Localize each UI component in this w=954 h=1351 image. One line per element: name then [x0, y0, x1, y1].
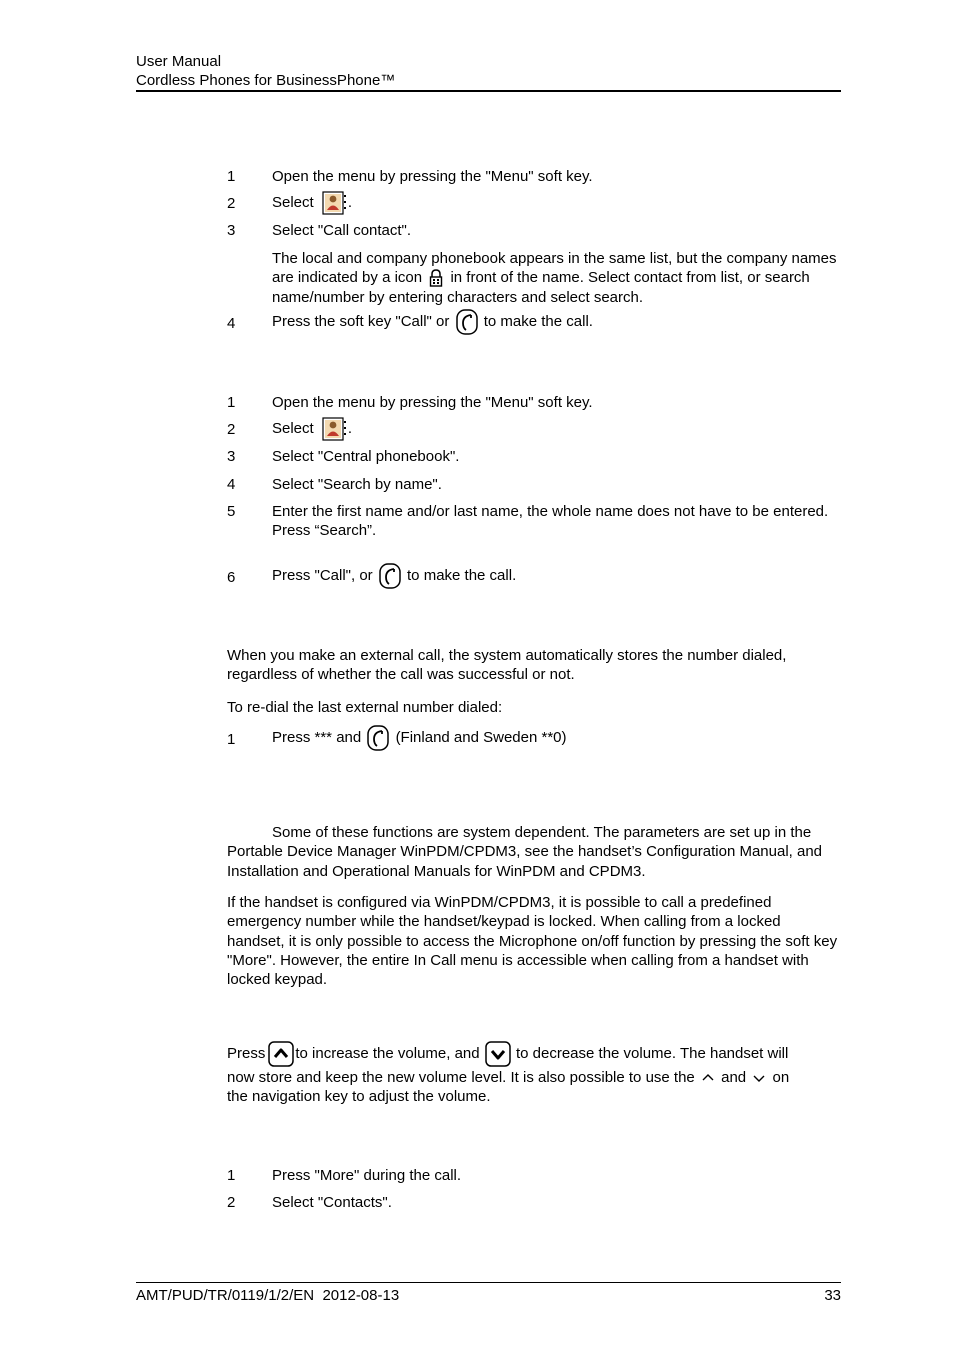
step-number: 2	[227, 195, 236, 212]
step-text	[272, 416, 352, 442]
emergency-paragraph: If the handset is configured via WinPDM/CPDM3, it is possible to call a predefined emergency number while the handset/keypad is locked. When calling from a locked handset, it is only possible to access the Microphone on/off function by pressing the soft key "More". However, the entire In Call menu is accessible when calling from a handset with locked keypad.	[227, 894, 838, 989]
footer-doc-id: AMT/PUD/TR/0119/1/2/EN 2012-08-13	[136, 1287, 400, 1304]
step-text-pre: Press the soft key "Call" or	[272, 313, 450, 330]
step-number: 2	[227, 421, 236, 438]
contacts-book-icon	[322, 417, 348, 441]
step-text: Select "Search by name".	[272, 476, 442, 493]
call-key-icon	[367, 725, 389, 751]
call-key-icon	[456, 309, 478, 335]
redial-paragraph: When you make an external call, the system automatically stores the number dialed, regardless of whether the call was successful or not.	[227, 647, 787, 684]
volume-and: and	[721, 1069, 747, 1086]
emergency-note: Some of these functions are system dependent. The parameters are set up in the Portable Device Manager WinPDM/CPDM3, see the handset’s Configuration Manual, and Installation and Operational Manuals for WinPDM and CPDM3.	[227, 824, 823, 880]
step-text-post: .	[347, 420, 353, 437]
step-text-pre: Press *** and	[272, 729, 362, 746]
step-text	[272, 190, 352, 216]
step-text-line: Press “Search”.	[272, 522, 377, 540]
step-number: 3	[227, 448, 236, 465]
phonebook-note	[272, 249, 842, 307]
call-key-icon	[379, 563, 401, 589]
volume-press: Press	[227, 1045, 266, 1062]
step-number: 4	[227, 476, 236, 493]
volume-line-2	[227, 1068, 842, 1087]
step-text	[272, 724, 567, 752]
step-text: Select "Call contact".	[272, 222, 412, 239]
step-text	[272, 502, 832, 541]
note-text-post: in front of the name. Select contact from list, or search name/number by entering characters and select search.	[272, 269, 810, 306]
step-text-post: to make the call.	[483, 313, 593, 330]
step-text	[272, 562, 516, 590]
step-number: 3	[227, 222, 236, 239]
step-text-post: .	[347, 194, 353, 211]
footer-rule	[136, 1282, 841, 1283]
nav-up-arrow-icon	[702, 1073, 714, 1083]
redial-intro: To re-dial the last external number dialed:	[227, 699, 503, 716]
volume-down-key-icon	[485, 1041, 511, 1067]
header-title: User Manual	[136, 53, 222, 70]
step-text-line: Enter the first name and/or last name, the whole name does not have to be entered.	[272, 503, 829, 520]
header-rule	[136, 90, 841, 92]
step-text: Select "Contacts".	[272, 1194, 392, 1211]
step-number: 1	[227, 394, 236, 411]
company-lock-icon	[429, 269, 443, 287]
step-text: Press "More" during the call.	[272, 1167, 462, 1184]
volume-decrease: to decrease the volume. The handset will	[515, 1045, 789, 1062]
volume-up-key-icon	[268, 1041, 294, 1067]
step-text: Open the menu by pressing the "Menu" soft key.	[272, 394, 593, 411]
step-text: Select "Central phonebook".	[272, 448, 460, 465]
step-text	[272, 308, 593, 336]
step-number: 1	[227, 1167, 236, 1184]
volume-line2-text: now store and keep the new volume level. It is also possible to use the	[227, 1069, 695, 1086]
step-text-post: (Finland and Sweden **0)	[395, 729, 567, 746]
nav-down-arrow-icon	[753, 1073, 765, 1083]
step-number: 6	[227, 569, 236, 586]
step-number: 1	[227, 168, 236, 185]
step-number: 2	[227, 1194, 236, 1211]
volume-line-1	[227, 1040, 842, 1068]
step-number: 1	[227, 731, 236, 748]
step-text-pre: Select	[272, 194, 314, 211]
page-number: 33	[824, 1287, 841, 1304]
step-text-pre: Press "Call", or	[272, 567, 373, 584]
step-text: Open the menu by pressing the "Menu" soft key.	[272, 168, 593, 185]
step-text-pre: Select	[272, 420, 314, 437]
step-number: 4	[227, 315, 236, 332]
volume-increase: to increase the volume, and	[295, 1045, 480, 1062]
contacts-book-icon	[322, 191, 348, 215]
volume-line-3: the navigation key to adjust the volume.	[227, 1088, 491, 1105]
step-number: 5	[227, 503, 236, 520]
header-subtitle: Cordless Phones for BusinessPhone™	[136, 72, 396, 89]
volume-on: on	[772, 1069, 790, 1086]
step-text-post: to make the call.	[407, 567, 517, 584]
note-text-pre: The local and company phonebook appears in the same list, but the company names are indicated by a icon	[272, 250, 837, 287]
